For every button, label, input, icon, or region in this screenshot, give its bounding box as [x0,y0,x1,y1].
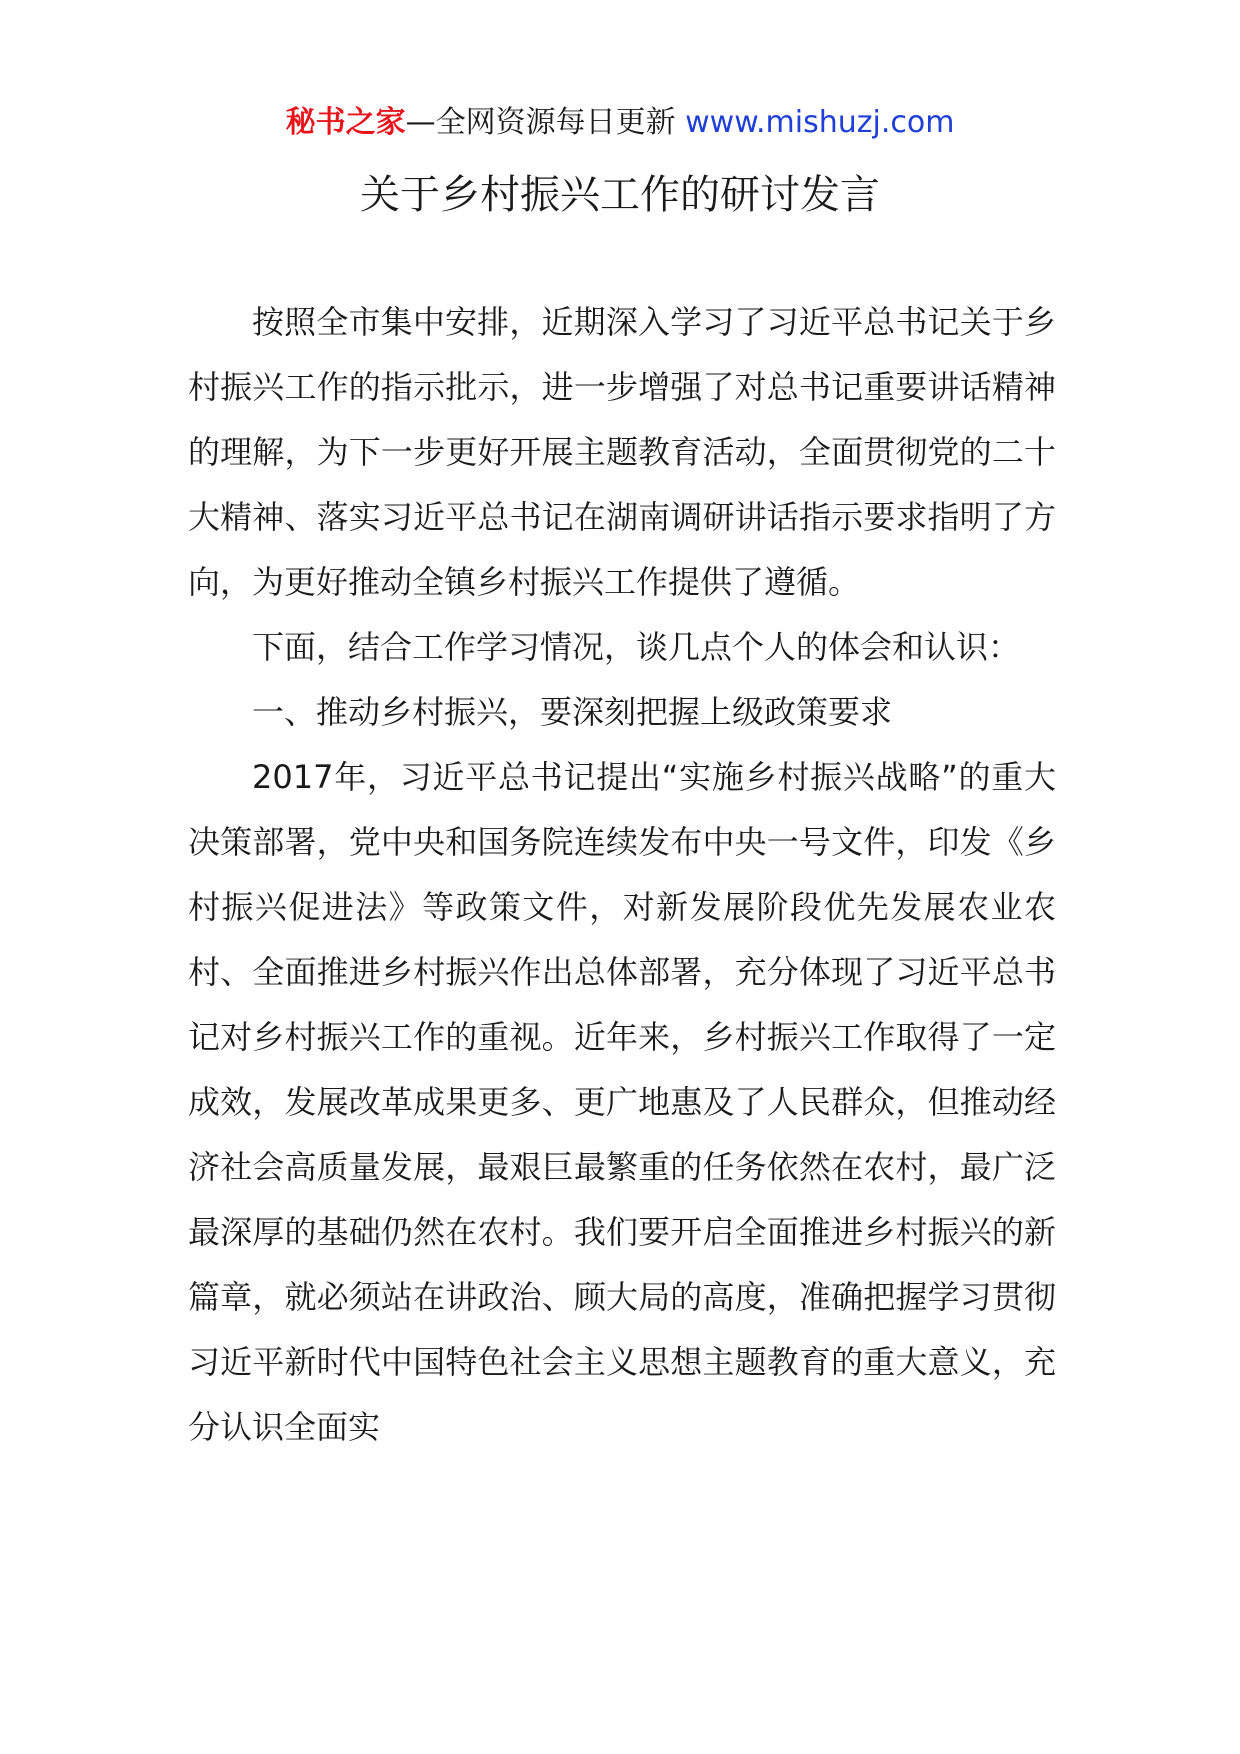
section-heading-1: 一、推动乡村振兴，要深刻把握上级政策要求 [252,693,893,731]
header-banner [0,98,1240,148]
paragraph-transition: 下面，结合工作学习情况，谈几点个人的体会和认识： [252,628,1021,666]
document-title: 关于乡村振兴工作的研讨发言 [360,172,880,218]
brand-name: 秘书之家 [285,105,406,140]
document-body [188,290,1056,1460]
banner-slogan: —全网资源每日更新 [405,105,676,140]
paragraph-section-1: 2017年，习近平总书记提出“实施乡村振兴战略”的重大决策部署，党中央和国务院连续发布中央一号文件，印发《乡村振兴促进法》等政策文件，对新发展阶段优先发展农业农村、全面推进乡村振兴作出总体部署，充分体现了习近平总书记对乡村振兴工作的重视。近年来，乡村振兴工作取得了一定成效，发展改革成果更多、更广地惠及了人民群众，但推动经济社会高质量发展，最艰巨最繁重的任务依然在农村，最广泛最深厚的基础仍然在农村。我们要开启全面推进乡村振兴的新篇章，就必须站在讲政治、顾大局的高度，准确把握学习贯彻习近平新时代中国特色社会主义思想主题教育的重大意义，充分认识全面实 [188,758,1056,1446]
paragraph-intro: 按照全市集中安排，近期深入学习了习近平总书记关于乡村振兴工作的指示批示，进一步增强了对总书记重要讲话精神的理解，为下一步更好开展主题教育活动，全面贯彻党的二十大精神、落实习近平总书记在湖南调研讲话指示要求指明了方向，为更好推动全镇乡村振兴工作提供了遵循。 [188,303,1056,601]
website-link[interactable]: www.mishuzj.com [685,105,955,140]
